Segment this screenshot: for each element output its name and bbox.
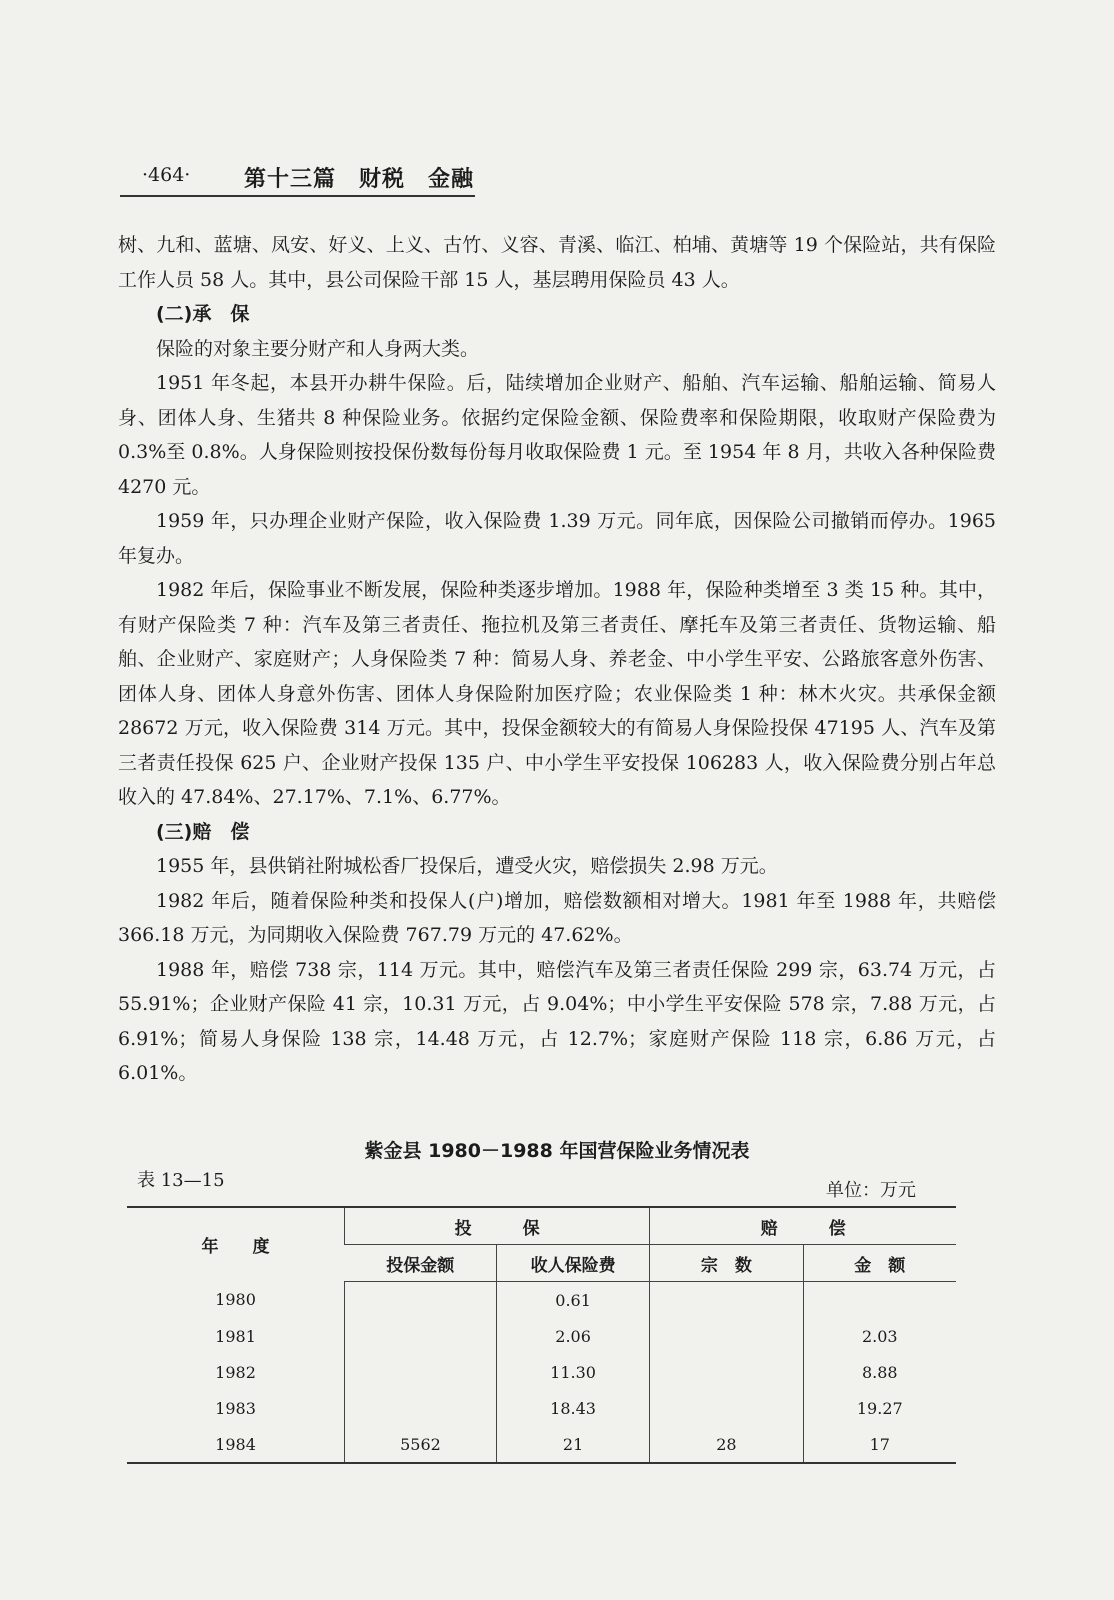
paragraph: 1982 年后，保险事业不断发展，保险种类逐步增加。1988 年，保险种类增至 3 类 15 种。其中，有财产保险类 7 种：汽车及第三者责任、拖拉机及第三者责任、摩托车及第三者责任、货物运输、船舶、企业财产、家庭财产；人身保险类 7 种：简易人身、养老金、中小学生平安、公路旅客意外伤害、团体人身、团体人身意外伤害、团体人身保险附加医疗险；农业保险类 1 种：林木火灾。共承保金额 28672 万元，收入保险费 314 万元。其中，投保金额较大的有简易人身保险投保 47195 人、汽车及第三者责任投保 625 户、企业财产投保 135 户、中小学生平安投保 106283 人，收入保险费分别占年总收入的 47.84%、27.17%、7.1%、6.77%。 [118, 579, 996, 808]
cell-amount [345, 1282, 497, 1319]
page-number: ·464· [142, 164, 191, 186]
cell-amount [345, 1354, 497, 1390]
paragraph: 1951 年冬起，本县开办耕牛保险。后，陆续增加企业财产、船舶、汽车运输、船舶运输、简易人身、团体人身、生猪共 8 种保险业务。依据约定保险金额、保险费率和保险期限，收取财产保险费为 0.3%至 0.8%。人身保险则按投保份数每份每月收取保险费 1 元。至 1954 年 8 月，共收入各种保险费 4270 元。 [118, 372, 996, 498]
table-row [127, 1282, 956, 1319]
cell-sum: 17 [803, 1426, 956, 1463]
cell-sum: 19.27 [803, 1390, 956, 1426]
cell-premium: 18.43 [496, 1390, 649, 1426]
paragraph: 保险的对象主要分财产和人身两大类。 [156, 337, 480, 360]
header-premium: 收人保险费 [496, 1245, 649, 1282]
header-amount: 投保金额 [345, 1245, 497, 1282]
table-row [127, 1318, 956, 1354]
cell-premium: 21 [496, 1426, 649, 1463]
cell-cases [650, 1318, 803, 1354]
cell-cases: 28 [650, 1426, 803, 1463]
cell-year: 1981 [215, 1326, 256, 1346]
section-title: 第十三篇 财税 金融 [244, 167, 475, 192]
header-sum: 金 额 [803, 1245, 956, 1282]
header-cases: 宗 数 [650, 1245, 803, 1282]
cell-premium: 0.61 [496, 1282, 649, 1319]
table-row [127, 1426, 956, 1463]
table-row [127, 1390, 956, 1426]
cell-amount [345, 1318, 497, 1354]
cell-year: 1980 [215, 1290, 256, 1310]
paragraph: 1955 年，县供销社附城松香厂投保后，遭受火灾，赔偿损失 2.98 万元。 [156, 855, 778, 877]
paragraph: 树、九和、蓝塘、凤安、好义、上义、古竹、义容、青溪、临江、柏埔、黄塘等 19 个保险站，共有保险工作人员 58 人。其中，县公司保险干部 15 人，基层聘用保险员 43 人。 [118, 234, 996, 291]
paragraph: 1982 年后，随着保险种类和投保人(户)增加，赔偿数额相对增大。1981 年至 1988 年，共赔偿 366.18 万元，为同期收入保险费 767.79 万元的 47.62%。 [118, 889, 996, 946]
paragraph: 1988 年，赔偿 738 宗，114 万元。其中，赔偿汽车及第三者责任保险 299 宗，63.74 万元，占 55.91%；企业财产保险 41 宗，10.31 万元，占 9.04%；中小学生平安保险 578 宗，7.88 万元，占 6.91%；简易人身保险 138 宗，14.48 万元，占 12.7%；家庭财产保险 118 宗，6.86 万元，占 6.01%。 [118, 958, 996, 1084]
cell-premium: 2.06 [496, 1318, 649, 1354]
cell-amount [345, 1390, 497, 1426]
cell-year: 1983 [215, 1398, 256, 1418]
table-unit: 单位：万元 [826, 1180, 916, 1201]
cell-sum: 2.03 [803, 1318, 956, 1354]
section-heading-underwriting: (二)承 保 [156, 303, 250, 325]
table-number: 表 13—15 [137, 1170, 225, 1191]
header-insure: 投 保 [345, 1207, 650, 1245]
cell-sum [803, 1282, 956, 1319]
cell-premium: 11.30 [496, 1354, 649, 1390]
section-heading-compensation: (三)赔 偿 [156, 820, 250, 843]
table-row [127, 1354, 956, 1390]
header-claim: 赔 偿 [650, 1207, 956, 1245]
running-header [120, 162, 475, 196]
cell-year: 1982 [215, 1362, 256, 1382]
header-year: 年 度 [127, 1207, 345, 1282]
paragraph: 1959 年，只办理企业财产保险，收入保险费 1.39 万元。同年底，因保险公司撤销而停办。1965 年复办。 [118, 510, 996, 567]
cell-cases [650, 1282, 803, 1319]
cell-year: 1984 [127, 1426, 345, 1463]
body-text [118, 228, 996, 1091]
insurance-table [127, 1206, 956, 1464]
header-rule [120, 195, 475, 197]
cell-cases [650, 1354, 803, 1390]
cell-sum: 8.88 [803, 1354, 956, 1390]
table-title: 紫金县 1980－1988 年国营保险业务情况表 [364, 1140, 750, 1162]
cell-cases [650, 1390, 803, 1426]
cell-amount: 5562 [345, 1426, 497, 1463]
